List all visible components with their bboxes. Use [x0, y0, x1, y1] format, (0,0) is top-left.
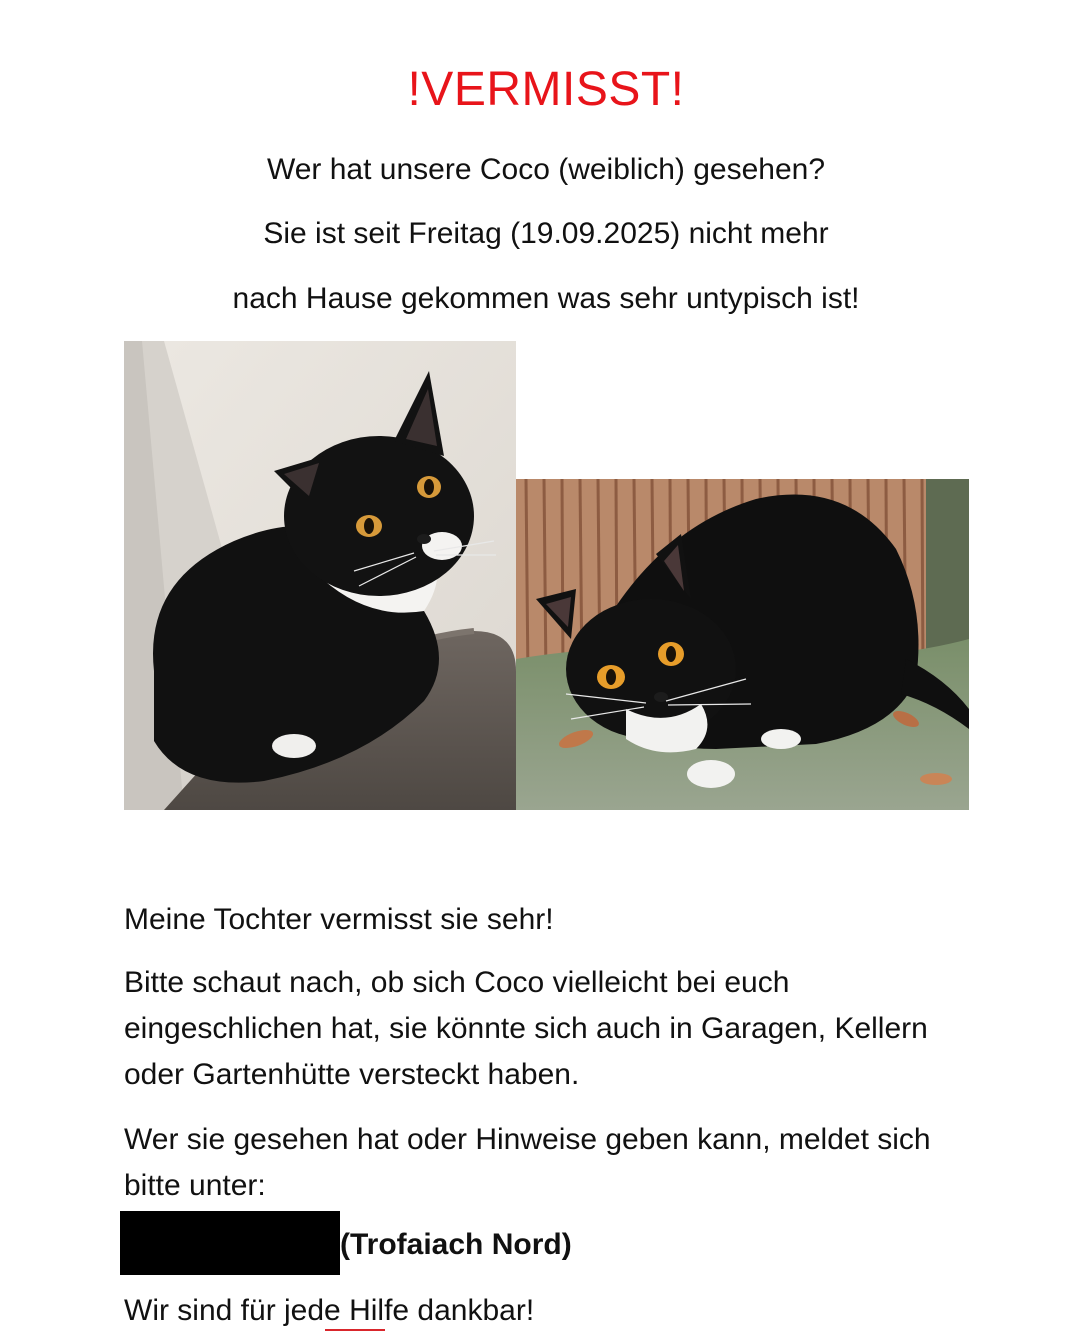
- intro-line-untypical: nach Hause gekommen was sehr untypisch ist!: [232, 282, 860, 315]
- paragraph-daughter-misses: Meine Tochter vermisst sie sehr!: [124, 903, 554, 936]
- flyer-title: !VERMISST!: [407, 63, 685, 116]
- cat-photo-garden: [516, 479, 969, 810]
- black-white-cat-on-sofa-photo: [124, 341, 516, 810]
- redacted-phone-number: [120, 1211, 340, 1275]
- closing-thanks: Wir sind für jede Hilfe dankbar!: [124, 1294, 535, 1327]
- cat-photo-sofa: [124, 341, 516, 810]
- paragraph-contact-request: Wer sie gesehen hat oder Hinweise geben kann, meldet sich bitte unter:: [124, 1123, 931, 1202]
- contact-location: (Trofaiach Nord): [340, 1228, 572, 1261]
- intro-line-missing-since: Sie ist seit Freitag (19.09.2025) nicht mehr: [263, 217, 829, 250]
- spellcheck-underline: [325, 1329, 385, 1331]
- paragraph-please-check: Bitte schaut nach, ob sich Coco vielleicht bei euch eingeschlichen hat, sie könnte sich auch in Garagen, Kellern oder Gartenhütte versteckt haben.: [124, 966, 928, 1091]
- black-white-cat-in-garden-photo: [516, 479, 969, 810]
- intro-line-question: Wer hat unsere Coco (weiblich) gesehen?: [266, 153, 826, 186]
